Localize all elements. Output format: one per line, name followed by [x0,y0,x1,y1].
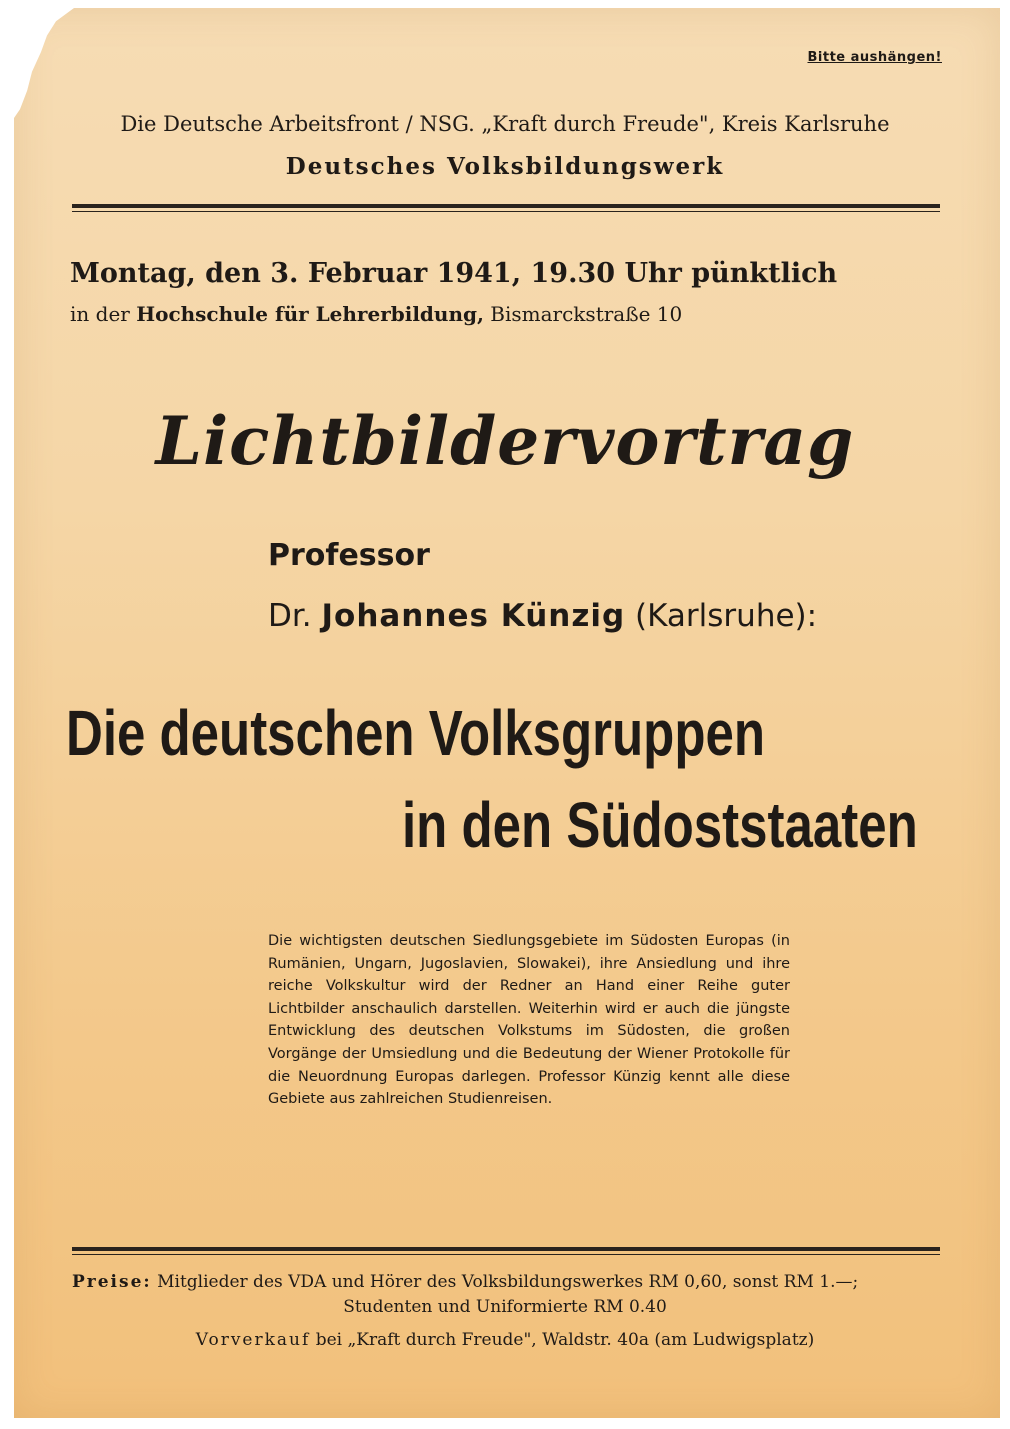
poster-title: Lichtbildervortrag [155,402,855,480]
price-line-2: Studenten und Uniformierte RM 0.40 [343,1297,667,1317]
organizer-subline: Deutsches Volksbildungswerk [285,153,725,180]
header-rule-thick [72,204,940,208]
speaker-title: Professor [268,538,430,573]
presale-label: Vorverkauf [195,1330,311,1350]
speaker-name-line [268,598,817,634]
price-line-1 [72,1272,858,1292]
price-members: Mitglieder des VDA und Hörer des Volksbildungswerkes RM 0,60, sonst RM 1.—; [157,1272,859,1292]
presale-line [40,1330,970,1350]
venue-prefix: in der [70,302,130,326]
footer-rule-thick [72,1247,940,1251]
venue-name: Hochschule für Lehrerbildung, [136,302,484,326]
presale-text: bei „Kraft durch Freude", Waldstr. 40a (am Ludwigsplatz) [315,1330,815,1350]
organizer-line: Die Deutsche Arbeitsfront / NSG. „Kraft durch Freude", Kreis Karlsruhe [120,112,890,136]
posting-note: Bitte aushängen! [807,50,942,65]
speaker-city: (Karlsruhe): [635,598,818,634]
lecture-description: Die wichtigsten deutschen Siedlungsgebiete im Südosten Europas (in Rumänien, Ungarn, Jugoslavien, Slowakei), ihre Ansiedlung und ihre reiche Volkskultur wird der Redner an Hand einer Reihe guter Lichtbilder anschaulich darstellen. Weiterhin wird er auch die jüngste Entwicklung des deutschen Volkstums im Südosten, die großen Vorgänge der Umsiedlung und die Bedeutung der Wiener Protokolle für die Neuordnung Europas darlegen. Professor Künzig kennt alle diese Gebiete aus zahlreichen Studienreisen. [268,933,790,1108]
topic-line-1: Die deutschen Volksgruppen [66,697,766,769]
event-venue [70,302,682,326]
event-date: Montag, den 3. Februar 1941, 19.30 Uhr pünktlich [70,258,838,289]
price-label: Preise: [72,1272,152,1292]
venue-street: Bismarckstraße 10 [490,302,683,326]
speaker-dr: Dr. [268,598,312,634]
topic-line-2: in den Südoststaaten [402,789,918,861]
footer-rule-thin [72,1254,940,1255]
speaker-name: Johannes Künzig [321,598,626,634]
header-rule-thin [72,211,940,212]
